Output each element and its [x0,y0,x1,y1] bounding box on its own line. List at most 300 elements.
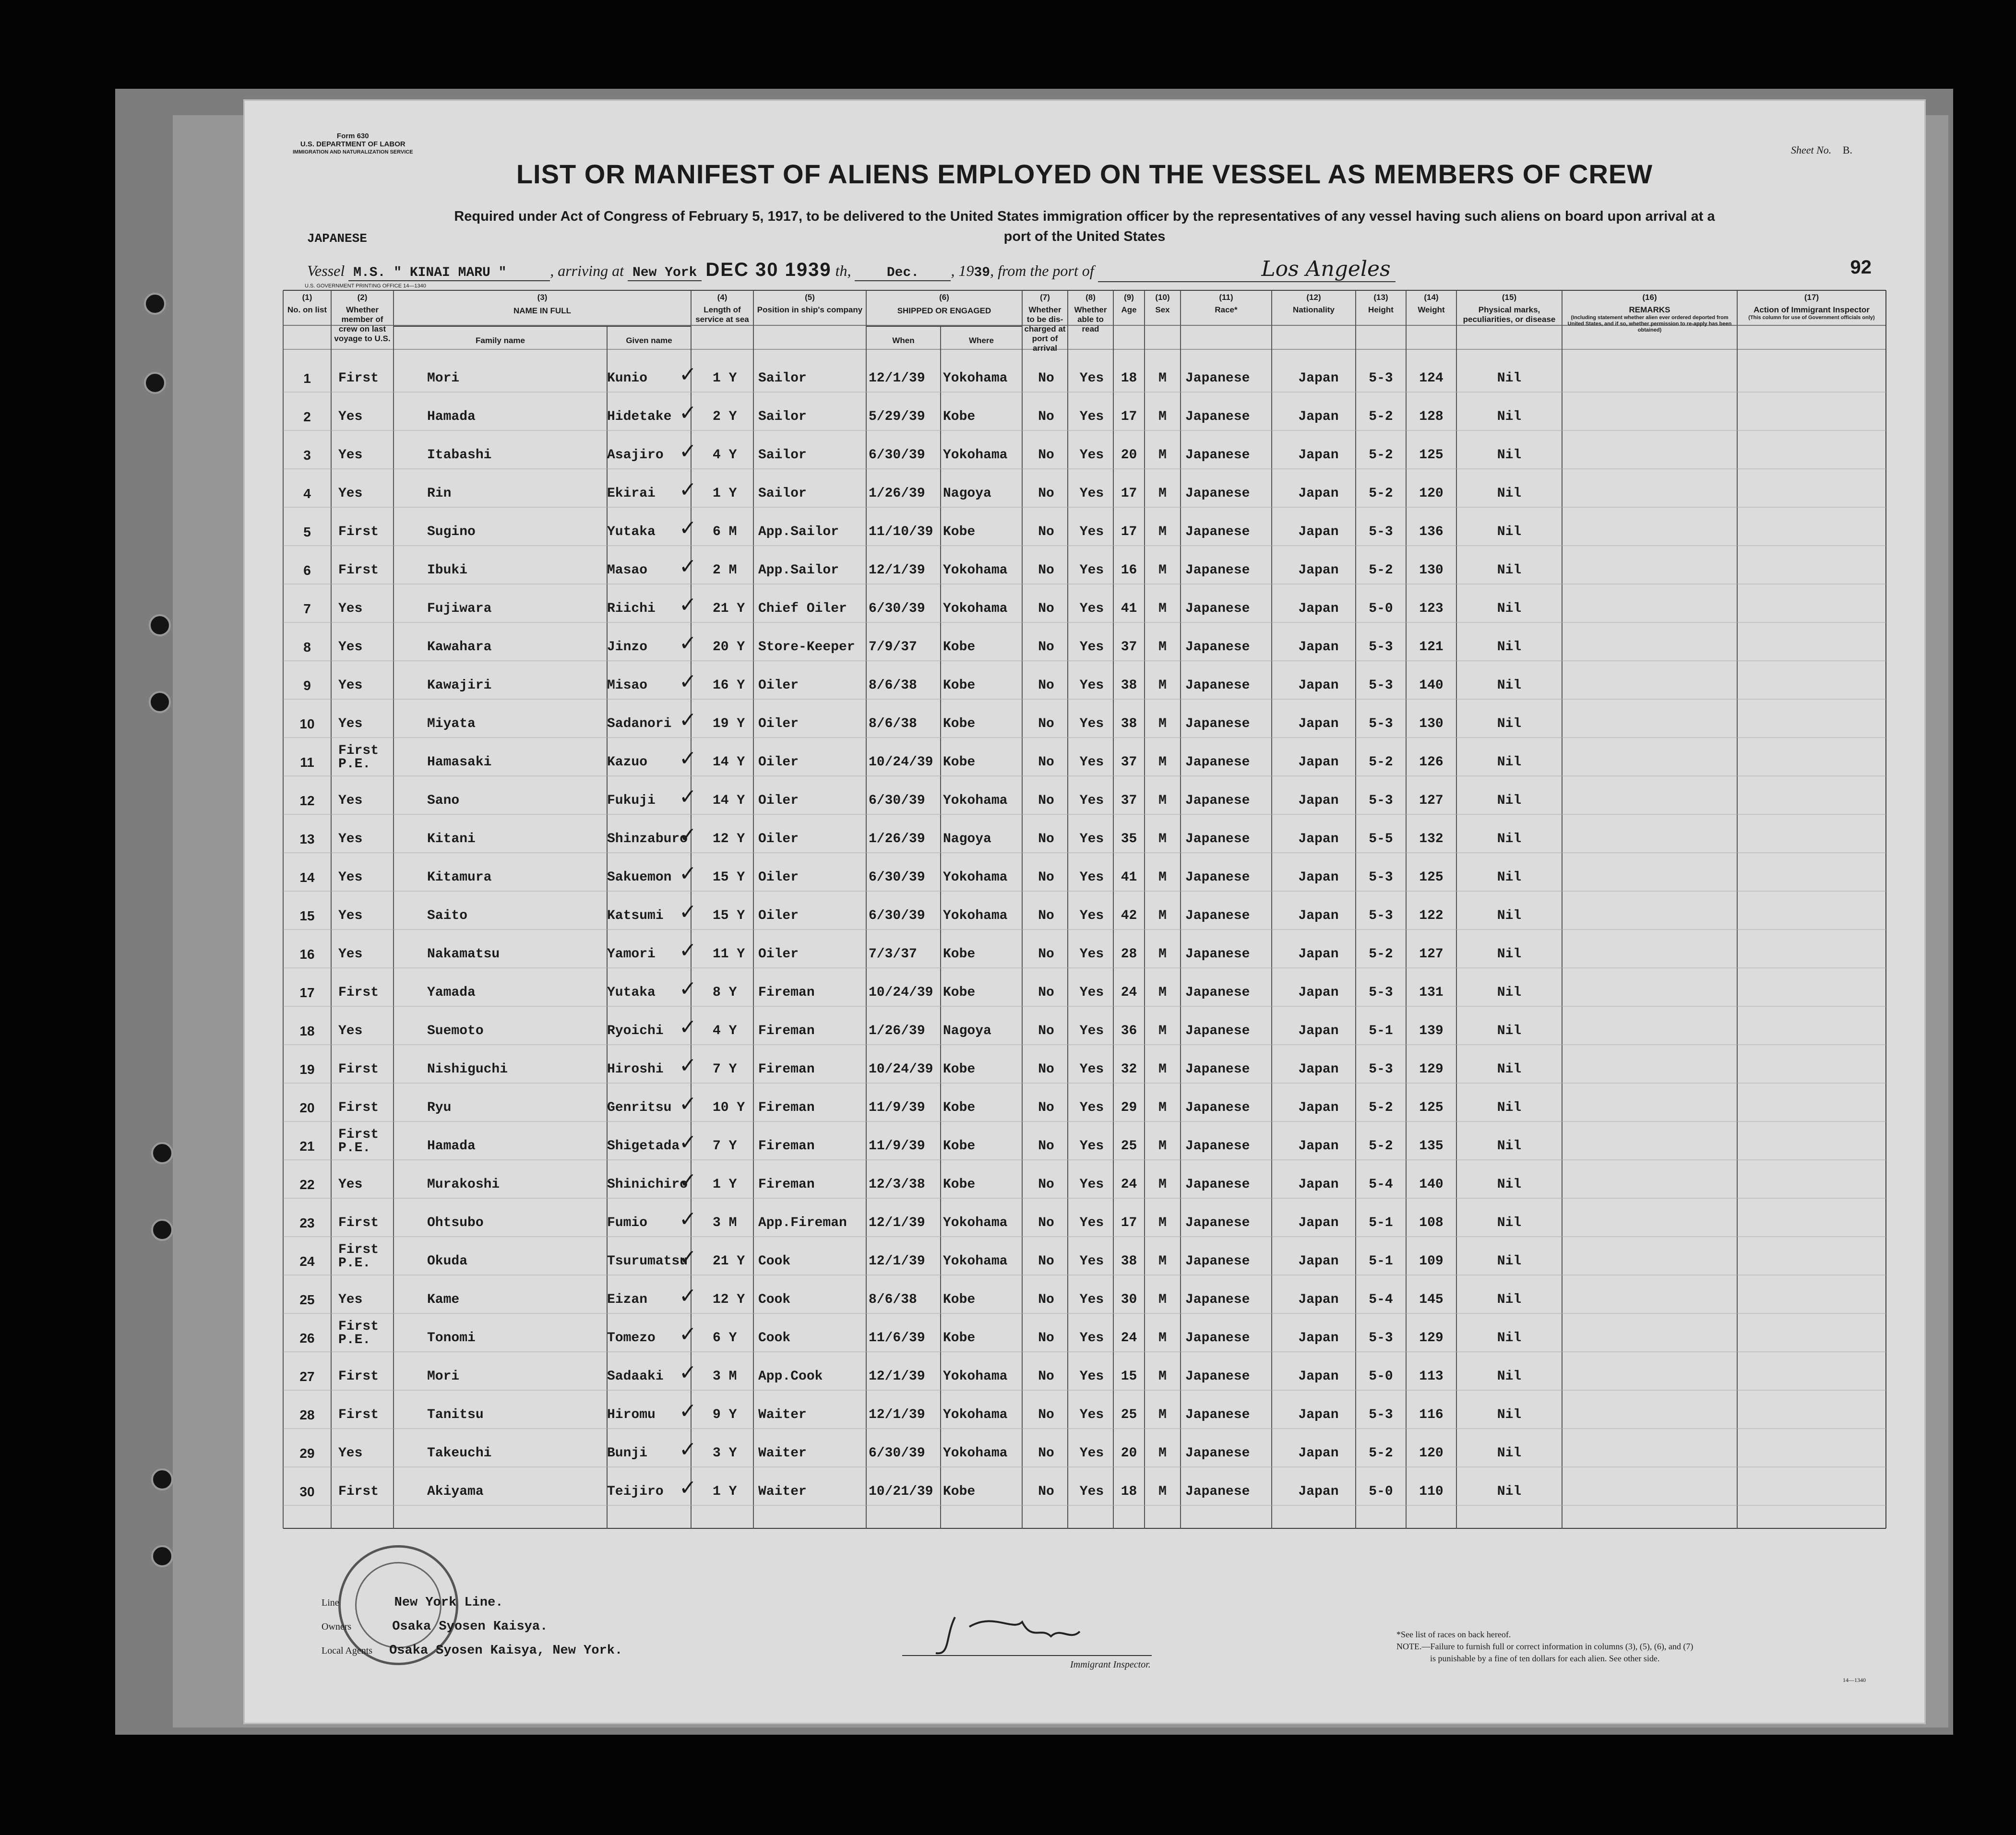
cell-discharged: No [1038,716,1054,731]
cell-discharged: No [1038,563,1054,578]
cell-service: 7 Y [713,1062,737,1077]
cell-service: 20 Y [713,640,745,655]
from-port: Los Angeles [1098,257,1396,282]
cell-height: 5-0 [1369,1484,1393,1499]
cell-position: Waiter [758,1484,807,1499]
cell-weight: 132 [1419,832,1443,846]
cell-weight: 124 [1419,371,1443,386]
cell-nationality: Japan [1298,601,1339,616]
cell-age: 15 [1121,1369,1137,1384]
cell-sex: M [1158,1024,1167,1038]
cell-service: 3 M [713,1369,737,1384]
column-label: NAME IN FULL [513,306,571,315]
cell-sex: M [1158,985,1167,1000]
cell-discharged: No [1038,1446,1054,1461]
cell-given: Masao [607,563,648,578]
column-header-c16 [1562,293,1737,334]
cell-where: Nagoya [943,1024,991,1038]
cell-where: Kobe [943,755,976,770]
form-number: Form 630 [336,132,369,140]
cell-no: 23 [299,1215,315,1230]
line-label: Line [322,1597,339,1608]
cell-given: Tsurumatsu [607,1254,688,1269]
cell-discharged: No [1038,1215,1054,1230]
cell-no: 4 [303,486,311,501]
column-header-c13 [1356,293,1406,315]
check-mark-icon: ✓ [679,1399,697,1423]
cell-service: 16 Y [713,678,745,693]
check-mark-icon: ✓ [679,669,697,694]
cell-prev: First [338,1215,379,1230]
cell-prev: First [338,1484,379,1499]
cell-position: Sailor [758,371,807,386]
column-number: (16) [1642,293,1657,302]
cell-nationality: Japan [1298,755,1339,770]
cell-sex: M [1158,678,1167,693]
cell-service: 15 Y [713,870,745,885]
cell-when: 12/1/39 [869,563,925,578]
cell-race: Japanese [1185,486,1250,501]
cell-height: 5-0 [1369,1369,1393,1384]
cell-family: Kame [427,1292,460,1307]
column-label: Whether member of crew on last voyage to U.S. [334,305,391,343]
cell-no: 13 [299,832,315,846]
column-header-c10 [1145,293,1181,315]
cell-nationality: Japan [1298,486,1339,501]
cell-weight: 136 [1419,524,1443,539]
column-subheader: Given name [626,336,672,345]
cell-read: Yes [1079,1484,1104,1499]
cell-age: 37 [1121,793,1137,808]
column-header-c8 [1068,293,1113,334]
cell-age: 25 [1121,1407,1137,1422]
cell-age: 16 [1121,563,1137,578]
cell-service: 1 Y [713,1484,737,1499]
cell-family: Hamada [427,1139,476,1154]
cell-marks: Nil [1497,947,1522,962]
cell-where: Kobe [943,1100,976,1115]
cell-nationality: Japan [1298,793,1339,808]
check-mark-icon: ✓ [679,477,697,502]
column-number: (10) [1155,293,1170,302]
fine-note-1: NOTE.—Failure to furnish full or correct information in columns (3), (5), (6), and (7) [1396,1642,1694,1651]
cell-race: Japanese [1185,793,1250,808]
cell-weight: 139 [1419,1024,1443,1038]
cell-discharged: No [1038,1100,1054,1115]
cell-no: 7 [303,601,311,616]
cell-prev: First [338,1407,379,1422]
column-number: (3) [537,293,548,302]
cell-race: Japanese [1185,640,1250,655]
cell-when: 12/3/38 [869,1177,925,1192]
cell-nationality: Japan [1298,1331,1339,1346]
cell-race: Japanese [1185,524,1250,539]
cell-age: 35 [1121,832,1137,846]
cell-service: 7 Y [713,1139,737,1154]
cell-where: Kobe [943,1139,976,1154]
cell-discharged: No [1038,601,1054,616]
cell-service: 8 Y [713,985,737,1000]
cell-when: 1/26/39 [869,486,925,501]
cell-height: 5-1 [1369,1254,1393,1269]
cell-marks: Nil [1497,1292,1522,1307]
cell-no: 5 [303,524,311,539]
cell-weight: 121 [1419,640,1443,655]
cell-marks: Nil [1497,371,1522,386]
cell-family: Murakoshi [427,1177,500,1192]
cell-marks: Nil [1497,1100,1522,1115]
cell-service: 15 Y [713,908,745,923]
agents-value: Osaka Syosen Kaisya, New York. [389,1644,623,1658]
column-header-c14 [1406,293,1456,315]
owners-label: Owners [322,1621,352,1632]
vessel-name: M.S. " KINAI MARU " [348,265,550,281]
cell-marks: Nil [1497,1062,1522,1077]
cell-age: 18 [1121,371,1137,386]
column-label: No. on list [287,305,327,314]
cell-sex: M [1158,486,1167,501]
cell-when: 6/30/39 [869,908,925,923]
year-prefix: 19 [958,262,974,279]
check-mark-icon: ✓ [679,631,697,655]
cell-prev: First [338,1100,379,1115]
cell-sex: M [1158,908,1167,923]
cell-position: App.Sailor [758,563,839,578]
cell-where: Kobe [943,716,976,731]
cell-where: Kobe [943,1292,976,1307]
cell-position: Oiler [758,716,799,731]
cell-given: Bunji [607,1446,648,1461]
cell-where: Yokohama [943,1407,1008,1422]
cell-nationality: Japan [1298,1369,1339,1384]
cell-where: Kobe [943,1331,976,1346]
cell-family: Saito [427,908,468,923]
cell-service: 1 Y [713,486,737,501]
cell-given: Eizan [607,1292,648,1307]
cell-family: Ibuki [427,563,468,578]
column-number: (15) [1502,293,1517,302]
cell-marks: Nil [1497,1254,1522,1269]
cell-position: App.Sailor [758,524,839,539]
cell-marks: Nil [1497,409,1522,424]
cell-height: 5-2 [1369,409,1393,424]
column-subheader: When [892,336,915,345]
cell-sex: M [1158,1139,1167,1154]
cell-height: 5-2 [1369,947,1393,962]
cell-given: Ekirai [607,486,656,501]
cell-given: Tomezo [607,1331,656,1346]
cell-read: Yes [1079,524,1104,539]
cell-no: 10 [299,716,315,731]
cell-service: 1 Y [713,1177,737,1192]
cell-height: 5-3 [1369,1407,1393,1422]
cell-discharged: No [1038,678,1054,693]
cell-sex: M [1158,1062,1167,1077]
cell-where: Kobe [943,1484,976,1499]
cell-position: Oiler [758,793,799,808]
check-mark-icon: ✓ [679,554,697,579]
cell-service: 6 M [713,524,737,539]
cell-weight: 125 [1419,448,1443,463]
check-mark-icon: ✓ [679,362,697,387]
cell-age: 28 [1121,947,1137,962]
column-header-c12 [1272,293,1356,315]
arriving-label: arriving at [558,262,624,279]
cell-weight: 127 [1419,947,1443,962]
cell-race: Japanese [1185,716,1250,731]
cell-family: Ohtsubo [427,1215,484,1230]
cell-sex: M [1158,1446,1167,1461]
check-mark-icon: ✓ [679,1360,697,1385]
cell-race: Japanese [1185,1369,1250,1384]
cell-sex: M [1158,1254,1167,1269]
cell-discharged: No [1038,1292,1054,1307]
cell-discharged: No [1038,870,1054,885]
cell-height: 5-2 [1369,1139,1393,1154]
cell-sex: M [1158,409,1167,424]
cell-height: 5-2 [1369,563,1393,578]
cell-height: 5-3 [1369,371,1393,386]
cell-height: 5-3 [1369,524,1393,539]
cell-no: 28 [299,1407,315,1422]
cell-marks: Nil [1497,870,1522,885]
cell-prev: First P.E. [338,1127,379,1156]
cell-age: 24 [1121,1331,1137,1346]
check-mark-icon: ✓ [679,785,697,809]
cell-sex: M [1158,793,1167,808]
year-suffix: 39 [974,265,990,280]
cell-age: 38 [1121,678,1137,693]
cell-weight: 120 [1419,486,1443,501]
cell-family: Mori [427,1369,460,1384]
check-mark-icon: ✓ [679,1207,697,1231]
check-mark-icon: ✓ [679,593,697,617]
cell-age: 38 [1121,1254,1137,1269]
cell-position: Store-Keeper [758,640,855,655]
cell-where: Kobe [943,640,976,655]
cell-given: Sadanori [607,716,672,731]
cell-family: Kawajiri [427,678,492,693]
cell-nationality: Japan [1298,1024,1339,1038]
cell-where: Yokohama [943,563,1008,578]
service-name: IMMIGRATION AND NATURALIZATION SERVICE [293,149,413,155]
cell-family: Miyata [427,716,476,731]
cell-age: 17 [1121,409,1137,424]
column-label: Age [1121,305,1137,314]
cell-when: 10/24/39 [869,985,933,1000]
cell-position: Oiler [758,832,799,846]
column-label: Length of service at sea [695,305,749,324]
cell-discharged: No [1038,985,1054,1000]
cell-nationality: Japan [1298,409,1339,424]
cell-given: Sakuemon [607,870,672,885]
column-subheader: Family name [476,336,525,345]
cell-when: 7/3/37 [869,947,917,962]
cell-read: Yes [1079,371,1104,386]
cell-marks: Nil [1497,678,1522,693]
cell-read: Yes [1079,678,1104,693]
cell-weight: 129 [1419,1062,1443,1077]
cell-where: Kobe [943,1177,976,1192]
cell-when: 6/30/39 [869,870,925,885]
cell-discharged: No [1038,1062,1054,1077]
cell-marks: Nil [1497,1484,1522,1499]
cell-marks: Nil [1497,1331,1522,1346]
cell-read: Yes [1079,755,1104,770]
check-mark-icon: ✓ [679,1322,697,1346]
cell-age: 20 [1121,1446,1137,1461]
cell-age: 38 [1121,716,1137,731]
binder-hole [151,1468,173,1490]
cell-nationality: Japan [1298,1215,1339,1230]
cell-marks: Nil [1497,1407,1522,1422]
cell-service: 9 Y [713,1407,737,1422]
line-value: New York Line. [394,1596,503,1610]
column-label: REMARKS [1629,305,1670,314]
cell-race: Japanese [1185,755,1250,770]
cell-race: Japanese [1185,1407,1250,1422]
cell-read: Yes [1079,1369,1104,1384]
arriving-port: New York [628,265,702,281]
check-mark-icon: ✓ [679,1015,697,1039]
cell-when: 10/24/39 [869,1062,933,1077]
cell-sex: M [1158,563,1167,578]
cell-race: Japanese [1185,1177,1250,1192]
cell-given: Hiromu [607,1407,656,1422]
check-mark-icon: ✓ [679,938,697,963]
cell-marks: Nil [1497,793,1522,808]
cell-height: 5-4 [1369,1177,1393,1192]
cell-age: 42 [1121,908,1137,923]
cell-discharged: No [1038,755,1054,770]
cell-when: 8/6/38 [869,1292,917,1307]
cell-height: 5-3 [1369,908,1393,923]
cell-read: Yes [1079,947,1104,962]
cell-weight: 116 [1419,1407,1443,1422]
check-mark-icon: ✓ [679,1437,697,1462]
cell-marks: Nil [1497,1177,1522,1192]
cell-height: 5-3 [1369,793,1393,808]
cell-when: 11/6/39 [869,1331,925,1346]
cell-family: Yamada [427,985,476,1000]
check-mark-icon: ✓ [679,1168,697,1193]
cell-height: 5-2 [1369,1100,1393,1115]
cell-read: Yes [1079,1407,1104,1422]
cell-race: Japanese [1185,1292,1250,1307]
cell-where: Yokohama [943,908,1008,923]
cell-service: 3 Y [713,1446,737,1461]
cell-family: Sugino [427,524,476,539]
column-header-c4 [691,293,753,324]
cell-nationality: Japan [1298,1292,1339,1307]
cell-weight: 129 [1419,1331,1443,1346]
cell-nationality: Japan [1298,985,1339,1000]
cell-prev: Yes [338,678,363,693]
cell-marks: Nil [1497,1139,1522,1154]
cell-read: Yes [1079,1100,1104,1115]
cell-race: Japanese [1185,908,1250,923]
cell-where: Yokohama [943,793,1008,808]
cell-where: Nagoya [943,832,991,846]
cell-marks: Nil [1497,1024,1522,1038]
cell-sex: M [1158,448,1167,463]
cell-weight: 126 [1419,755,1443,770]
cell-service: 21 Y [713,1254,745,1269]
cell-given: Kunio [607,371,648,386]
cell-prev: Yes [338,1446,363,1461]
cell-weight: 130 [1419,563,1443,578]
page-number: 92 [1850,257,1872,278]
cell-position: Fireman [758,1062,815,1077]
cell-where: Yokohama [943,448,1008,463]
check-mark-icon: ✓ [679,1284,697,1308]
cell-nationality: Japan [1298,1254,1339,1269]
cell-when: 5/29/39 [869,409,925,424]
cell-race: Japanese [1185,1254,1250,1269]
cell-when: 11/9/39 [869,1139,925,1154]
cell-given: Ryoichi [607,1024,664,1038]
cell-nationality: Japan [1298,1100,1339,1115]
cell-nationality: Japan [1298,1139,1339,1154]
check-mark-icon: ✓ [679,861,697,886]
cell-given: Asajiro [607,448,664,463]
cell-position: Fireman [758,1100,815,1115]
manifest-page [245,101,1924,1723]
check-mark-icon: ✓ [679,1130,697,1155]
cell-read: Yes [1079,985,1104,1000]
cell-position: Waiter [758,1407,807,1422]
cell-sex: M [1158,947,1167,962]
cell-given: Katsumi [607,908,664,923]
cell-race: Japanese [1185,1024,1250,1038]
cell-discharged: No [1038,1331,1054,1346]
cell-prev: Yes [338,793,363,808]
cell-nationality: Japan [1298,678,1339,693]
cell-nationality: Japan [1298,563,1339,578]
cell-prev: Yes [338,832,363,846]
cell-prev: Yes [338,870,363,885]
cell-read: Yes [1079,1062,1104,1077]
cell-position: Cook [758,1331,791,1346]
cell-when: 6/30/39 [869,1446,925,1461]
cell-service: 4 Y [713,1024,737,1038]
cell-age: 17 [1121,1215,1137,1230]
cell-height: 5-3 [1369,1062,1393,1077]
cell-position: Sailor [758,409,807,424]
cell-given: Kazuo [607,755,648,770]
cell-nationality: Japan [1298,870,1339,885]
cell-height: 5-2 [1369,755,1393,770]
cell-family: Nishiguchi [427,1062,508,1077]
cell-when: 11/10/39 [869,524,933,539]
cell-service: 11 Y [713,947,745,962]
cell-when: 12/1/39 [869,1254,925,1269]
cell-given: Shinichiro [607,1177,688,1192]
cell-no: 26 [299,1331,315,1346]
cell-no: 14 [299,870,315,885]
column-note: (This column for use of Government officials only) [1748,315,1875,321]
cell-marks: Nil [1497,1369,1522,1384]
cell-age: 36 [1121,1024,1137,1038]
check-mark-icon: ✓ [679,900,697,924]
cell-nationality: Japan [1298,448,1339,463]
cell-age: 18 [1121,1484,1137,1499]
printing-note: U.S. GOVERNMENT PRINTING OFFICE 14—1340 [305,283,426,289]
cell-no: 19 [299,1062,315,1077]
cell-height: 5-3 [1369,678,1393,693]
cell-sex: M [1158,1100,1167,1115]
cell-weight: 109 [1419,1254,1443,1269]
